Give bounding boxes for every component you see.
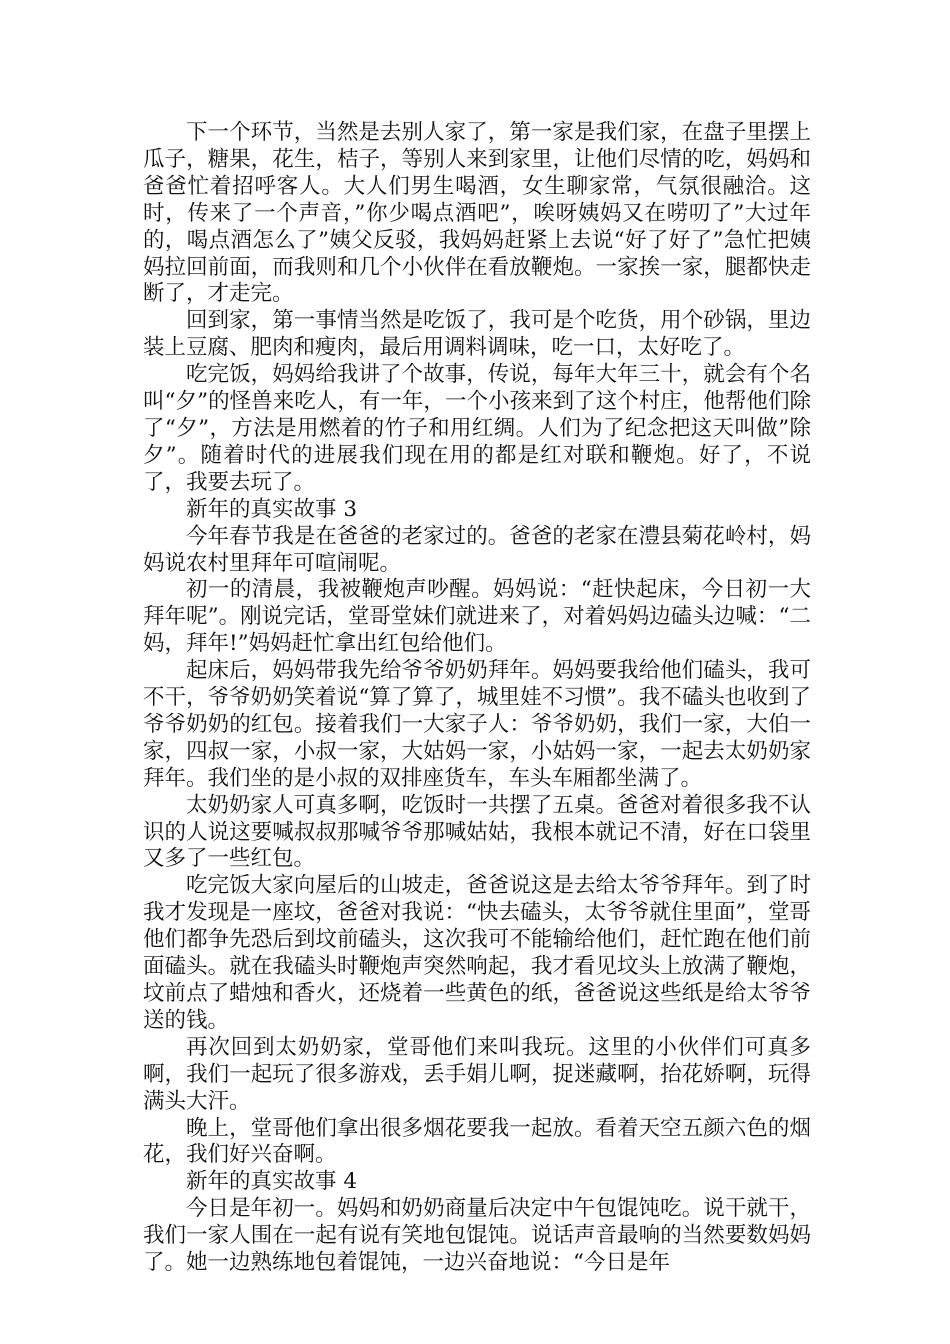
paragraph-hillside-tomb: 吃完饭大家向屋后的山坡走，爸爸说这是去给太爷爷拜年。到了时我才发现是一座坟，爸爸对我说：“快去磕头，太爷爷就住里面”，堂哥他们都争先恐后到坟前磕头，这次我可不能输给他们，赶忙跑在他们前面磕头。就在我磕头时鞭炮声突然响起，我才看见坟头上放满了鞭炮，坟前点了蜡烛和香火，还烧着一些黄色的纸，爸爸说这些纸是给太爷爷送的钱。 <box>143 873 811 1033</box>
paragraph-dinner-at-home: 回到家，第一事情当然是吃饭了，我可是个吃货，用个砂锅，里边装上豆腐、肥肉和瘦肉，最后用调料调味，吃一口，太好吃了。 <box>143 308 811 361</box>
paragraph-nian-legend: 吃完饭，妈妈给我讲了个故事，传说，每年大年三十，就会有个名叫“夕”的怪兽来吃人，有一年，一个小孩来到了这个村庄，他帮他们除了“夕”，方法是用燃着的竹子和用红绸。人们为了纪念把这天叫做”除夕”。随着时代的进展我们现在用的都是红对联和鞭炮。好了，不说了，我要去玩了。 <box>143 362 811 495</box>
body-text <box>143 120 811 1277</box>
paragraph-playing-games: 再次回到太奶奶家，堂哥他们来叫我玩。这里的小伙伴们可真多啊，我们一起玩了很多游戏，丢手娟儿啊，捉迷藏啊，抬花娇啊，玩得满头大汗。 <box>143 1034 811 1114</box>
paragraph-new-year-morning: 初一的清晨，我被鞭炮声吵醒。妈妈说：“赶快起床，今日初一大拜年呢”。刚说完话，堂哥堂妹们就进来了，对着妈妈边磕头边喊：“二妈，拜年!”妈妈赶忙拿出红包给他们。 <box>143 577 811 657</box>
paragraph-wontons: 今日是年初一。妈妈和奶奶商量后决定中午包馄饨吃。说干就干，我们一家人围在一起有说有笑地包馄饨。说话声音最响的当然要数妈妈了。她一边熟练地包着馄饨，一边兴奋地说：“今日是年 <box>143 1196 811 1276</box>
paragraph-fireworks: 晚上，堂哥他们拿出很多烟花要我一起放。看着天空五颜六色的烟花，我们好兴奋啊。 <box>143 1115 811 1168</box>
paragraph-greeting-grandparents: 起床后，妈妈带我先给爷爷奶奶拜年。妈妈要我给他们磕头，我可不干，爷爷奶奶笑着说“算了算了，城里娃不习惯”。我不磕头也收到了爷爷奶奶的红包。接着我们一大家子人：爷爷奶奶，我们一家，大伯一家，四叔一家，小叔一家，大姑妈一家，小姑妈一家，一起去太奶奶家拜年。我们坐的是小叔的双排座货车，车头车厢都坐满了。 <box>143 658 811 791</box>
paragraph-hometown: 今年春节我是在爸爸的老家过的。爸爸的老家在澧县菊花岭村，妈妈说农村里拜年可喧闹呢。 <box>143 523 811 576</box>
paragraph-great-grandma-house: 太奶奶家人可真多啊，吃饭时一共摆了五桌。爸爸对着很多我不认识的人说这要喊叔叔那喊爷爷那喊姑姑，我根本就记不清，好在口袋里又多了一些红包。 <box>143 792 811 872</box>
section-heading-story-3: 新年的真实故事 3 <box>186 496 358 522</box>
section-heading-story-4: 新年的真实故事 4 <box>186 1169 358 1195</box>
paragraph-visiting-relatives: 下一个环节，当然是去别人家了，第一家是我们家，在盘子里摆上瓜子，糖果，花生，桔子，等别人来到家里，让他们尽情的吃，妈妈和爸爸忙着招呼客人。大人们男生喝酒，女生聊家常，气氛很融洽。这时，传来了一个声音，”你少喝点酒吧”，唉呀姨妈又在唠叨了”大过年的，喝点酒怎么了”姨父反驳，我妈妈赶紧上去说“好了好了”急忙把姨妈拉回前面，而我则和几个小伙伴在看放鞭炮。一家挨一家，腿都快走断了，才走完。 <box>143 120 811 307</box>
